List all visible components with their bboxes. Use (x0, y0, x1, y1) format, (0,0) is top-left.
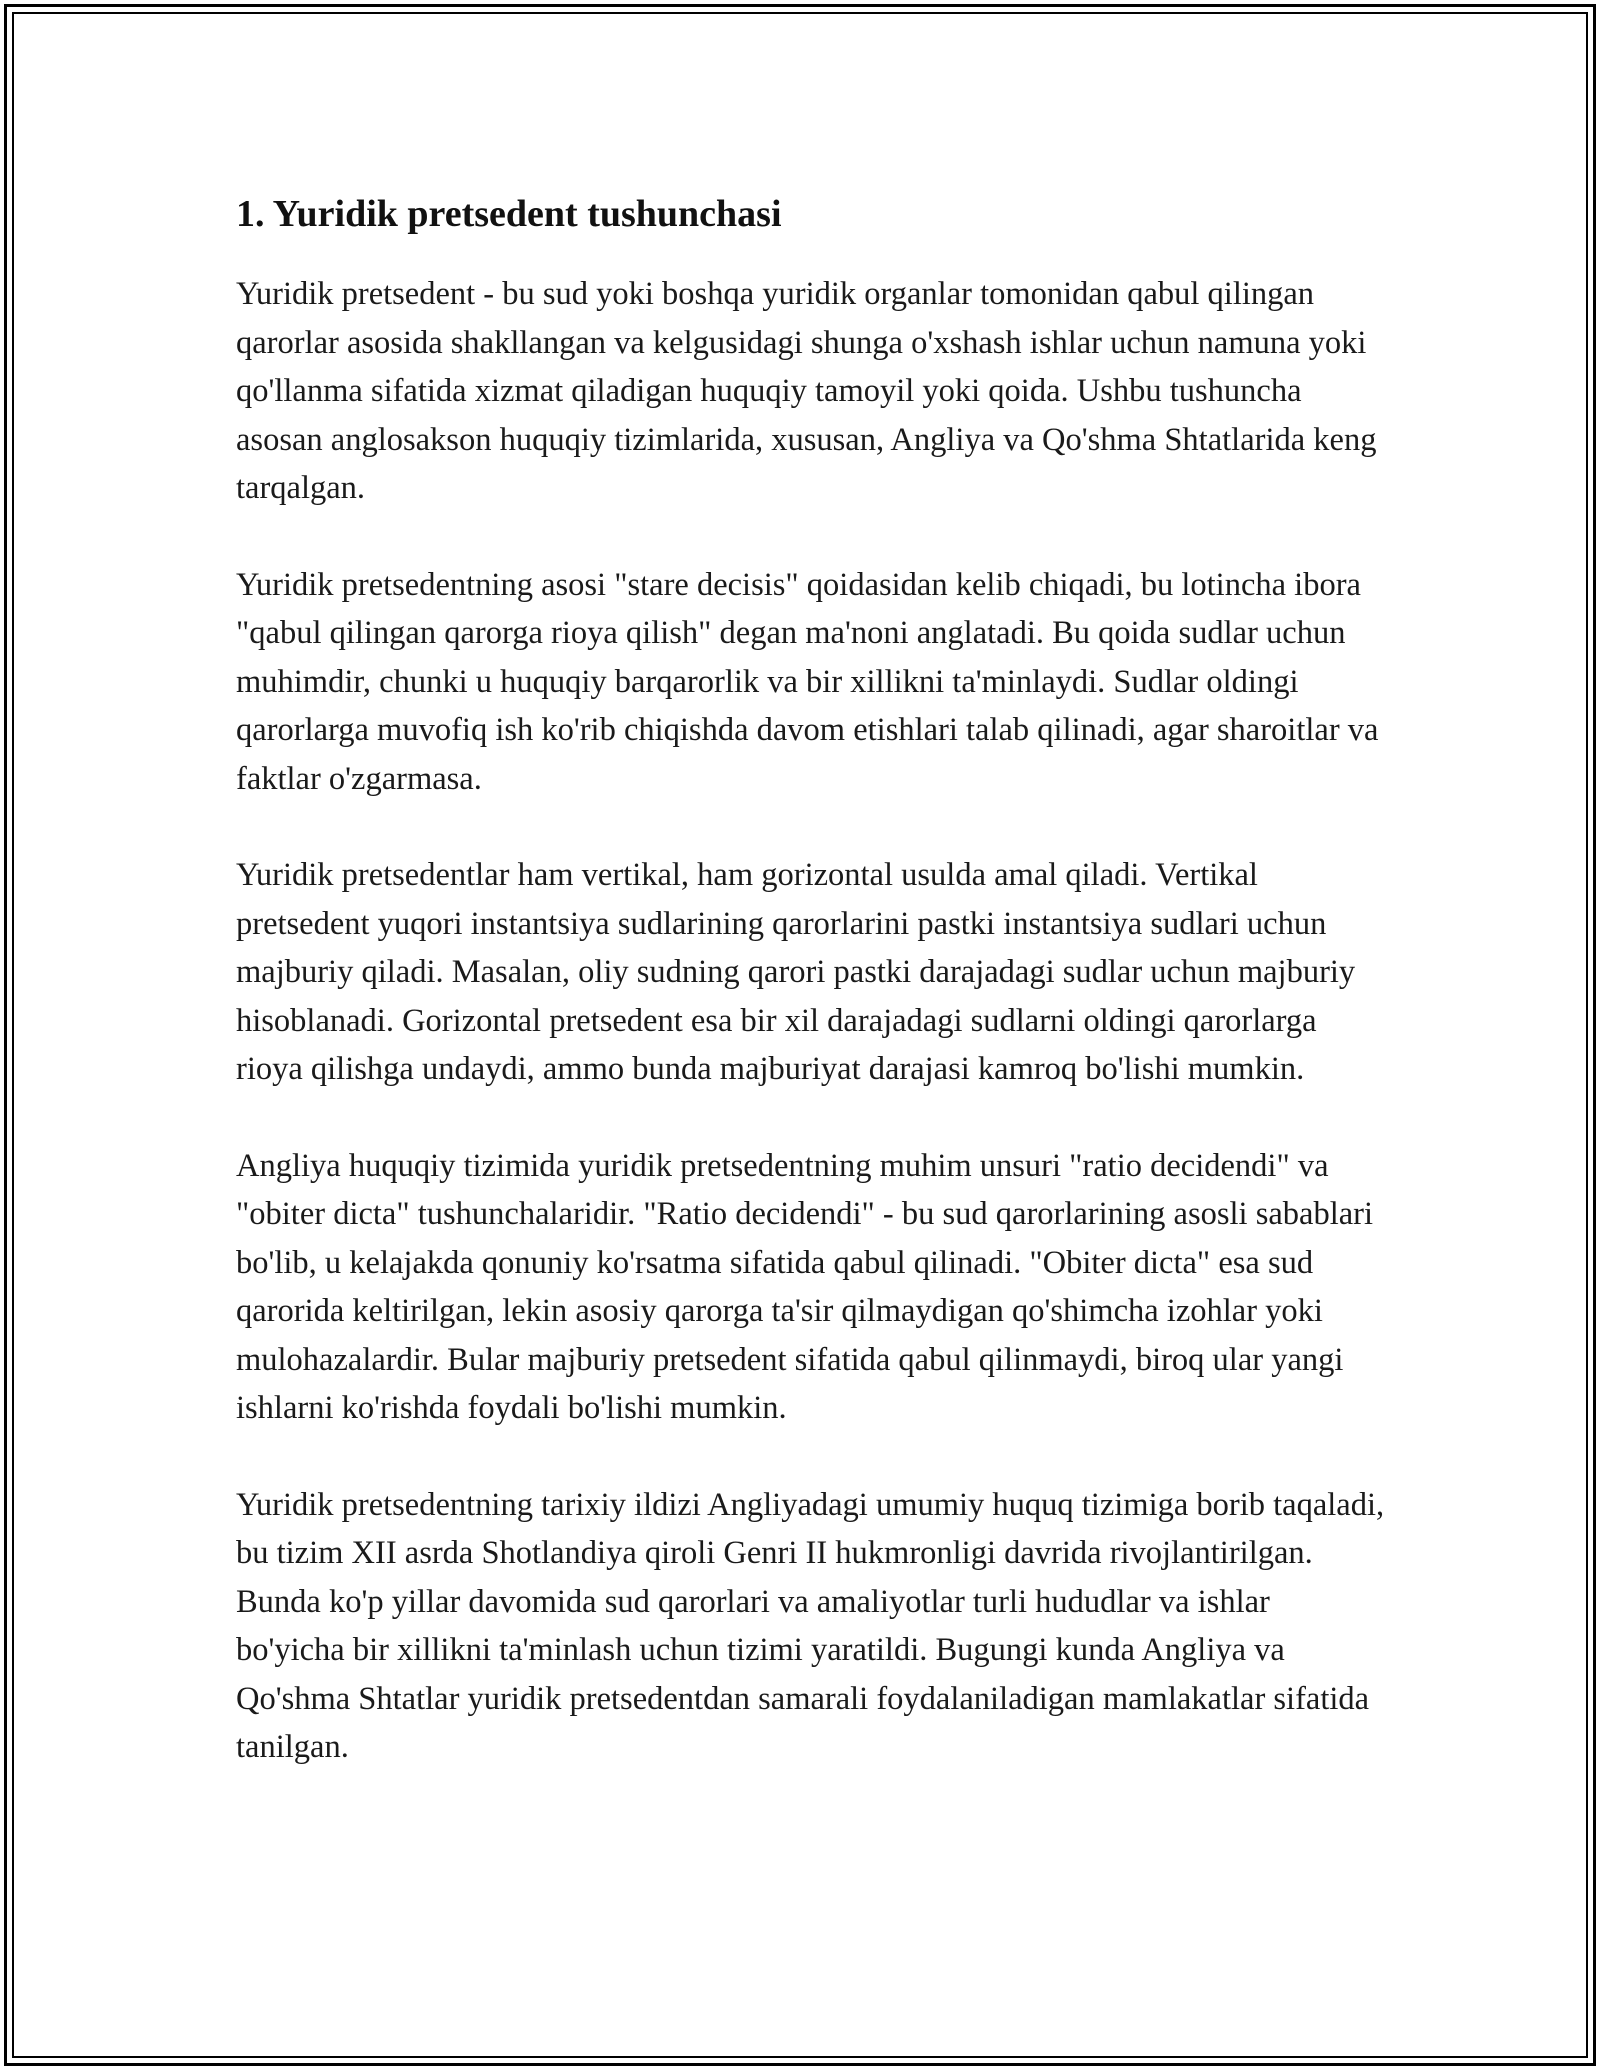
paragraph-3: Yuridik pretsedentlar ham vertikal, ham gorizontal usulda amal qiladi. Vertikal pretsedent yuqori instantsiya sudlarining qarorlarini pastki instantsiya sudlari uchun majburiy qiladi. Masalan, oliy sudning qarori pastki darajadagi sudlar uchun majburiy hisoblanadi. Gorizontal pretsedent esa bir xil darajadagi sudlarni oldingi qarorlarga rioya qilishga undaydi, ammo bunda majburiyat darajasi kamroq bo'lishi mumkin. (236, 857, 1356, 1087)
document-body (236, 186, 1386, 1820)
paragraph-1: Yuridik pretsedent - bu sud yoki boshqa yuridik organlar tomonidan qabul qilingan qarorlar asosida shakllangan va kelgusidagi shunga o'xshash ishlar uchun namuna yoki qo'llanma sifatida xizmat qiladigan huquqiy tamoyil yoki qoida. Ushbu tushuncha asosan anglosakson huquqiy tizimlarida, xususan, Angliya va Qo'shma Shtatlarida keng tarqalgan. (236, 276, 1377, 506)
section-heading: 1. Yuridik pretsedent tushunchasi (236, 193, 782, 235)
paragraph-2: Yuridik pretsedentning asosi "stare decisis" qoidasidan kelib chiqadi, bu lotincha ibora "qabul qilingan qarorga rioya qilish" degan ma'noni anglatadi. Bu qoida sudlar uchun muhimdir, chunki u huquqiy barqarorlik va bir xillikni ta'minlaydi. Sudlar oldingi qarorlarga muvofiq ish ko'rib chiqishda davom etishlari talab qilinadi, agar sharoitlar va faktlar o'zgarmasa. (236, 566, 1379, 797)
paragraph-5: Yuridik pretsedentning tarixiy ildizi Angliyadagi umumiy huquq tizimiga borib taqaladi, bu tizim XII asrda Shotlandiya qiroli Genri II hukmronligi davrida rivojlantirilgan. Bunda ko'p yillar davomida sud qarorlari va amaliyotlar turli hududlar va ishlar bo'yicha bir xillikni ta'minlash uchun tizimi yaratildi. Bugungi kunda Angliya va Qo'shma Shtatlar yuridik pretsedentdan samarali foydalaniladigan mamlakatlar sifatida tanilgan. (236, 1486, 1385, 1765)
paragraph-4: Angliya huquqiy tizimida yuridik pretsedentning muhim unsuri "ratio decidendi" va "obiter dicta" tushunchalaridir. "Ratio decidendi" - bu sud qarorlarining asosli sabablari bo'lib, u kelajakda qonuniy ko'rsatma sifatida qabul qilinadi. "Obiter dicta" esa sud qarorida keltirilgan, lekin asosiy qarorga ta'sir qilmaydigan qo'shimcha izohlar yoki mulohazalardir. Bular majburiy pretsedent sifatida qabul qilinmaydi, biroq ular yangi ishlarni ko'rishda foydali bo'lishi mumkin. (236, 1147, 1374, 1426)
